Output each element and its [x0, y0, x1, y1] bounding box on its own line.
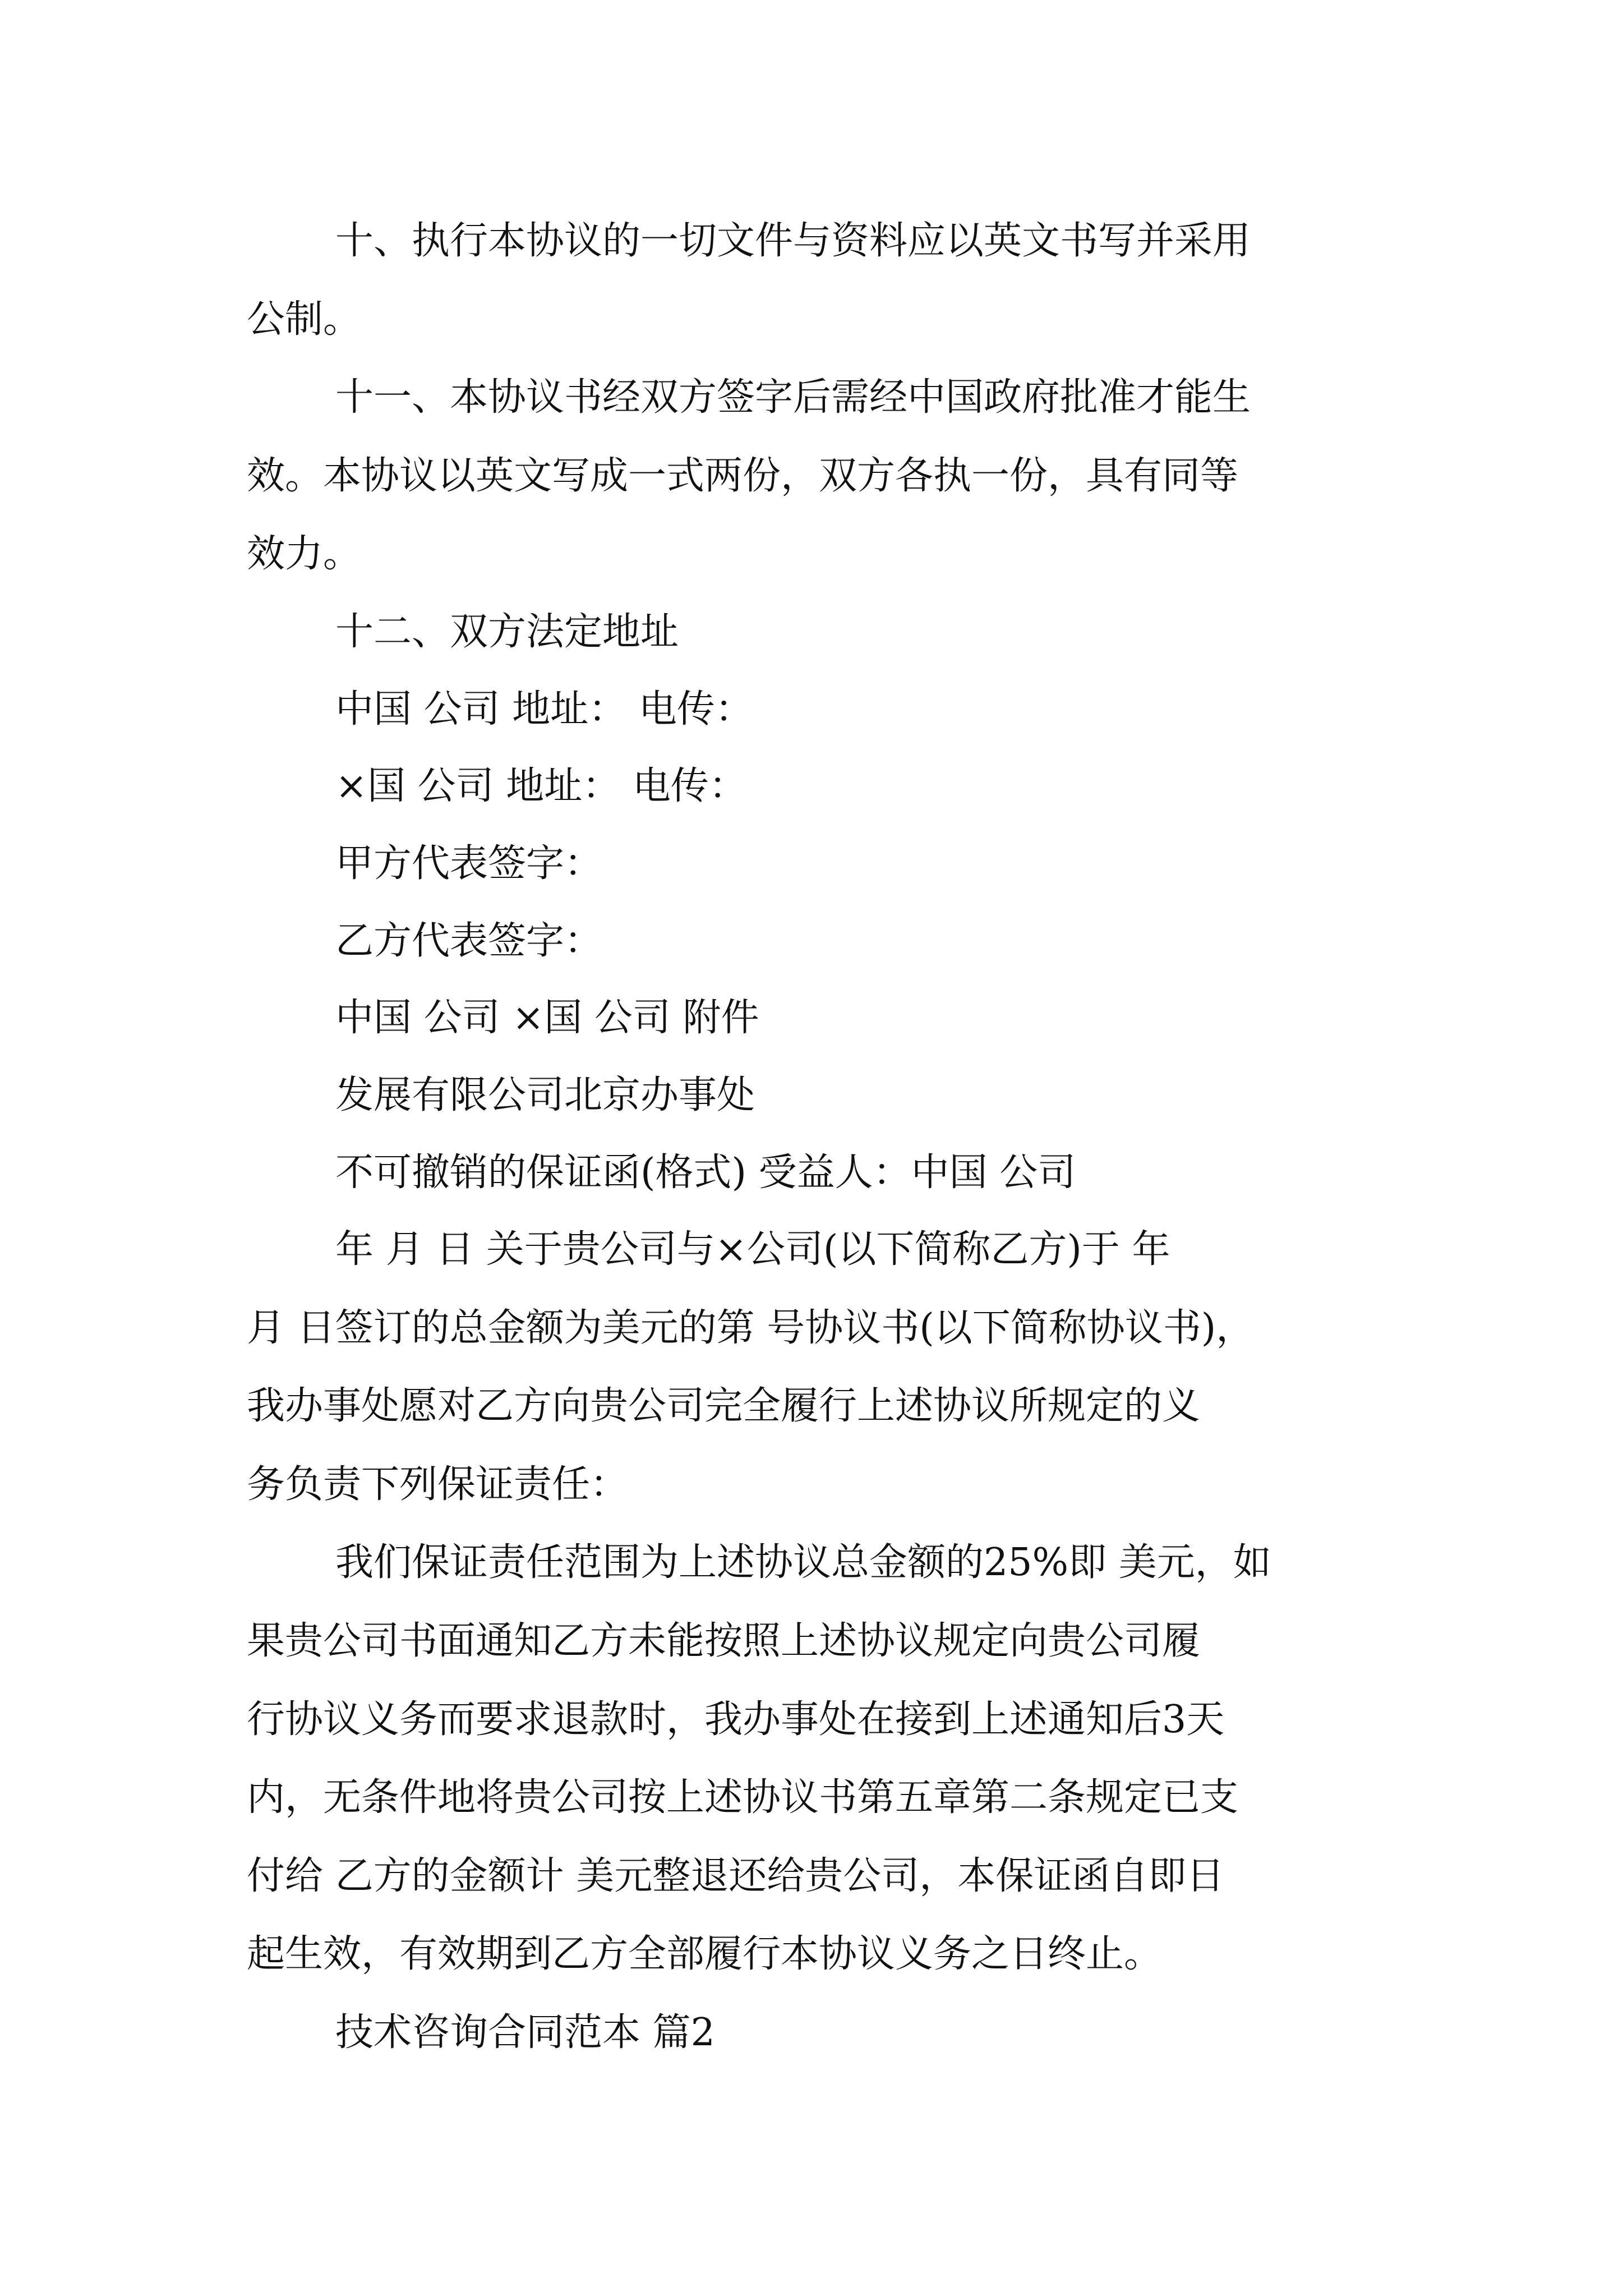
clause-10-line-1: 十、执行本协议的一切文件与资料应以英文书写并采用 — [335, 219, 1251, 263]
clause-11-line-3: 效力。 — [247, 532, 362, 576]
guarantee-para-1-line-3: 我办事处愿对乙方向贵公司完全履行上述协议所规定的义 — [247, 1384, 1201, 1428]
guarantee-para-2-line-6: 起生效，有效期到乙方全部履行本协议义务之日终止。 — [247, 1932, 1163, 1976]
beijing-office: 发展有限公司北京办事处 — [335, 1073, 755, 1117]
china-company-address: 中国 公司 地址： 电传： — [335, 687, 753, 731]
party-a-signature: 甲方代表签字： — [335, 841, 603, 886]
guarantee-para-1-line-4: 务负责下列保证责任： — [247, 1462, 629, 1507]
guarantee-para-2-line-5: 付给 乙方的金额计 美元整退还给贵公司，本保证函自即日 — [247, 1854, 1225, 1898]
foreign-company-address: ×国 公司 地址： 电传： — [335, 764, 747, 808]
clause-11-line-2: 效。本协议以英文写成一式两份，双方各执一份，具有同等 — [247, 454, 1239, 498]
clause-12-heading: 十二、双方法定地址 — [335, 610, 679, 654]
guarantee-para-2-line-3: 行协议义务而要求退款时，我办事处在接到上述通知后3天 — [247, 1697, 1225, 1742]
guarantee-letter-title: 不可撤销的保证函(格式) 受益人：中国 公司 — [335, 1151, 1076, 1195]
clause-10-line-2: 公制。 — [247, 297, 362, 342]
party-b-signature: 乙方代表签字： — [335, 919, 603, 963]
guarantee-para-2-line-1: 我们保证责任范围为上述协议总金额的25%即 美元，如 — [335, 1540, 1271, 1585]
section-heading-part-2: 技术咨询合同范本 篇2 — [335, 2010, 715, 2055]
guarantee-para-1-line-2: 月 日签订的总金额为美元的第 号协议书(以下简称协议书)， — [247, 1306, 1255, 1350]
guarantee-para-1-line-1: 年 月 日 关于贵公司与×公司(以下简称乙方)于 年 — [335, 1227, 1170, 1272]
companies-attachment: 中国 公司 ×国 公司 附件 — [335, 996, 759, 1040]
guarantee-para-2-line-4: 内，无条件地将贵公司按上述协议书第五章第二条规定已支 — [247, 1775, 1239, 1820]
clause-11-line-1: 十一、本协议书经双方签字后需经中国政府批准才能生 — [335, 375, 1251, 420]
guarantee-para-2-line-2: 果贵公司书面通知乙方未能按照上述协议规定向贵公司履 — [247, 1619, 1201, 1663]
